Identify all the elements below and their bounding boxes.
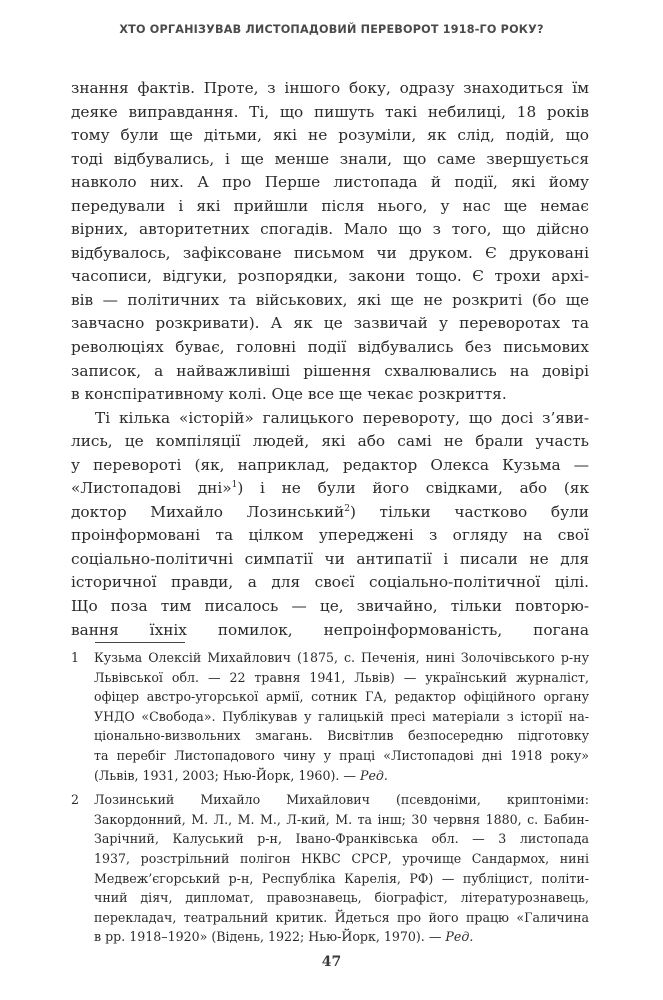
footnote-line: Зарічний, Калуський р-н, Івано-Франківська обл. — 3 листопада [94, 831, 589, 847]
footnote-line: УНДО «Свобода». Публікував у галицькій пресі матеріали з історії на- [94, 708, 589, 724]
footnote-text: в рр. 1918–1920» (Відень, 1922; Нью-Йорк, 1970). — [94, 929, 446, 945]
body-text-fragment: ) тільки частково були [349, 502, 589, 521]
footnote-line [94, 927, 589, 947]
body-line: у перевороті (як, наприклад, редактор Олекса Кузьма — [71, 455, 589, 474]
footnote-line: перекладач, театральний критик. Йдеться про його працю «Галичина [94, 909, 589, 925]
footnote-number: 1 [71, 650, 80, 665]
footnote-line: чний діяч, дипломат, правознавець, біографіст, літературознавець, [94, 890, 589, 906]
body-line-paragraph-start: Ті кілька «історій» галицького перевороту, що досі з’яви- [95, 408, 589, 427]
body-line: деяке виправдання. Ті, що пишуть такі небилиці, 18 років [71, 102, 589, 121]
body-line: тому були ще дітьми, які не розуміли, як слід, подій, що [71, 126, 589, 145]
body-line: вірних, авторитетних спогадів. Мало що з того, що дійсно [71, 220, 589, 239]
editor-mark: Ред. [359, 767, 388, 783]
footnote-line: офіцер австро-угорської армії, сотник ГА, редактор офіційного органу [94, 689, 589, 705]
body-line: часописи, відгуки, розпорядки, закони тощо. Є трохи архі- [71, 267, 589, 286]
body-line: лись, це компіляції людей, які або самі не брали участь [71, 432, 589, 451]
body-text [71, 77, 589, 642]
footnotes [71, 648, 589, 952]
footnote-line: 1937, розстрільний полігон НКВС СРСР, урочище Сандармох, нині [94, 850, 589, 866]
body-line: тоді відбувались, і ще менше знали, що саме звершується [71, 149, 589, 168]
body-line: в конспіративному колі. Оце все ще чекає розкриття. [71, 385, 507, 404]
body-line: революціях буває, головні події відбувались без письмових [71, 338, 589, 357]
footnote-line: Закордонний, М. Л., М. М., Л-кий, М. та інш; 30 червня 1880, с. Бабин- [94, 811, 589, 827]
body-line: проінформовані та цілком упереджені з огляду на свої [71, 526, 589, 545]
body-line: знання фактів. Проте, з іншого боку, одразу знаходиться їм [71, 79, 589, 97]
body-line: завчасно розкривати). А як це зазвичай у переворотах та [71, 314, 589, 333]
page-number: 47 [321, 954, 342, 970]
footnote-line: Львівської обл. — 22 травня 1941, Львів) — український журналіст, [94, 669, 589, 685]
body-line: соціально-політичні симпатії чи антипатії і писали не для [71, 549, 589, 568]
body-line: передували і які прийшли після нього, у нас ще немає [71, 196, 589, 215]
body-text-fragment: «Листопадові дні» [71, 479, 232, 498]
footnote-1 [71, 648, 589, 785]
body-line: записок, а найважливіші рішення схвалювались на довірі [71, 361, 589, 380]
body-line: відбувалось, зафіксоване письмом чи друком. Є друковані [71, 243, 589, 262]
footnote-line: Кузьма Олексій Михайлович (1875, с. Печенія, нині Золочівського р-ну [94, 650, 589, 665]
body-line: вання їхніх помилок, непроінформованість, погана [71, 620, 589, 639]
footnote-line [94, 766, 589, 786]
body-line-with-footnote-ref-1 [71, 477, 589, 501]
body-line: історичної правди, а для своєї соціально-політичної цілі. [71, 573, 589, 592]
body-line-with-footnote-ref-2 [71, 501, 589, 525]
footnote-2 [71, 790, 589, 947]
body-line: навколо них. А про Перше листопада й події, які йому [71, 173, 589, 192]
footnote-line: Медвеж’єгорський р-н, Республіка Карелія, РФ) — публіцист, політи- [94, 870, 589, 886]
footnote-line: та перебіг Листопадового чину у праці «Листопадові дні 1918 року» [94, 747, 589, 763]
body-line: Що поза тим писалось — це, звичайно, тільки повторю- [71, 597, 589, 616]
body-line: вів — політичних та військових, які ще не розкриті (бо ще [71, 290, 589, 309]
footnote-number: 2 [71, 792, 80, 808]
body-text-fragment: доктор Михайло Лозинський [71, 502, 345, 521]
footnote-ref-2[interactable]: 2 [344, 503, 350, 514]
footnote-ref-1[interactable]: 1 [231, 480, 238, 491]
footnote-text: (Львів, 1931, 2003; Нью-Йорк, 1960). — [94, 767, 360, 783]
footnote-separator [95, 642, 185, 643]
body-text-fragment: ) і не були його свідками, або (як [237, 479, 590, 498]
running-header-title: ХТО ОРГАНІЗУВАВ ЛИСТОПАДОВИЙ ПЕРЕВОРОТ 1918-ГО РОКУ? [119, 23, 544, 36]
editor-mark: Ред. [445, 929, 474, 945]
footnote-line: Лозинський Михайло Михайлович (псевдоніми, криптоніми: [94, 792, 589, 808]
footnote-line: ціонально-визвольних змагань. Висвітлив безпосередню підготовку [94, 728, 589, 744]
